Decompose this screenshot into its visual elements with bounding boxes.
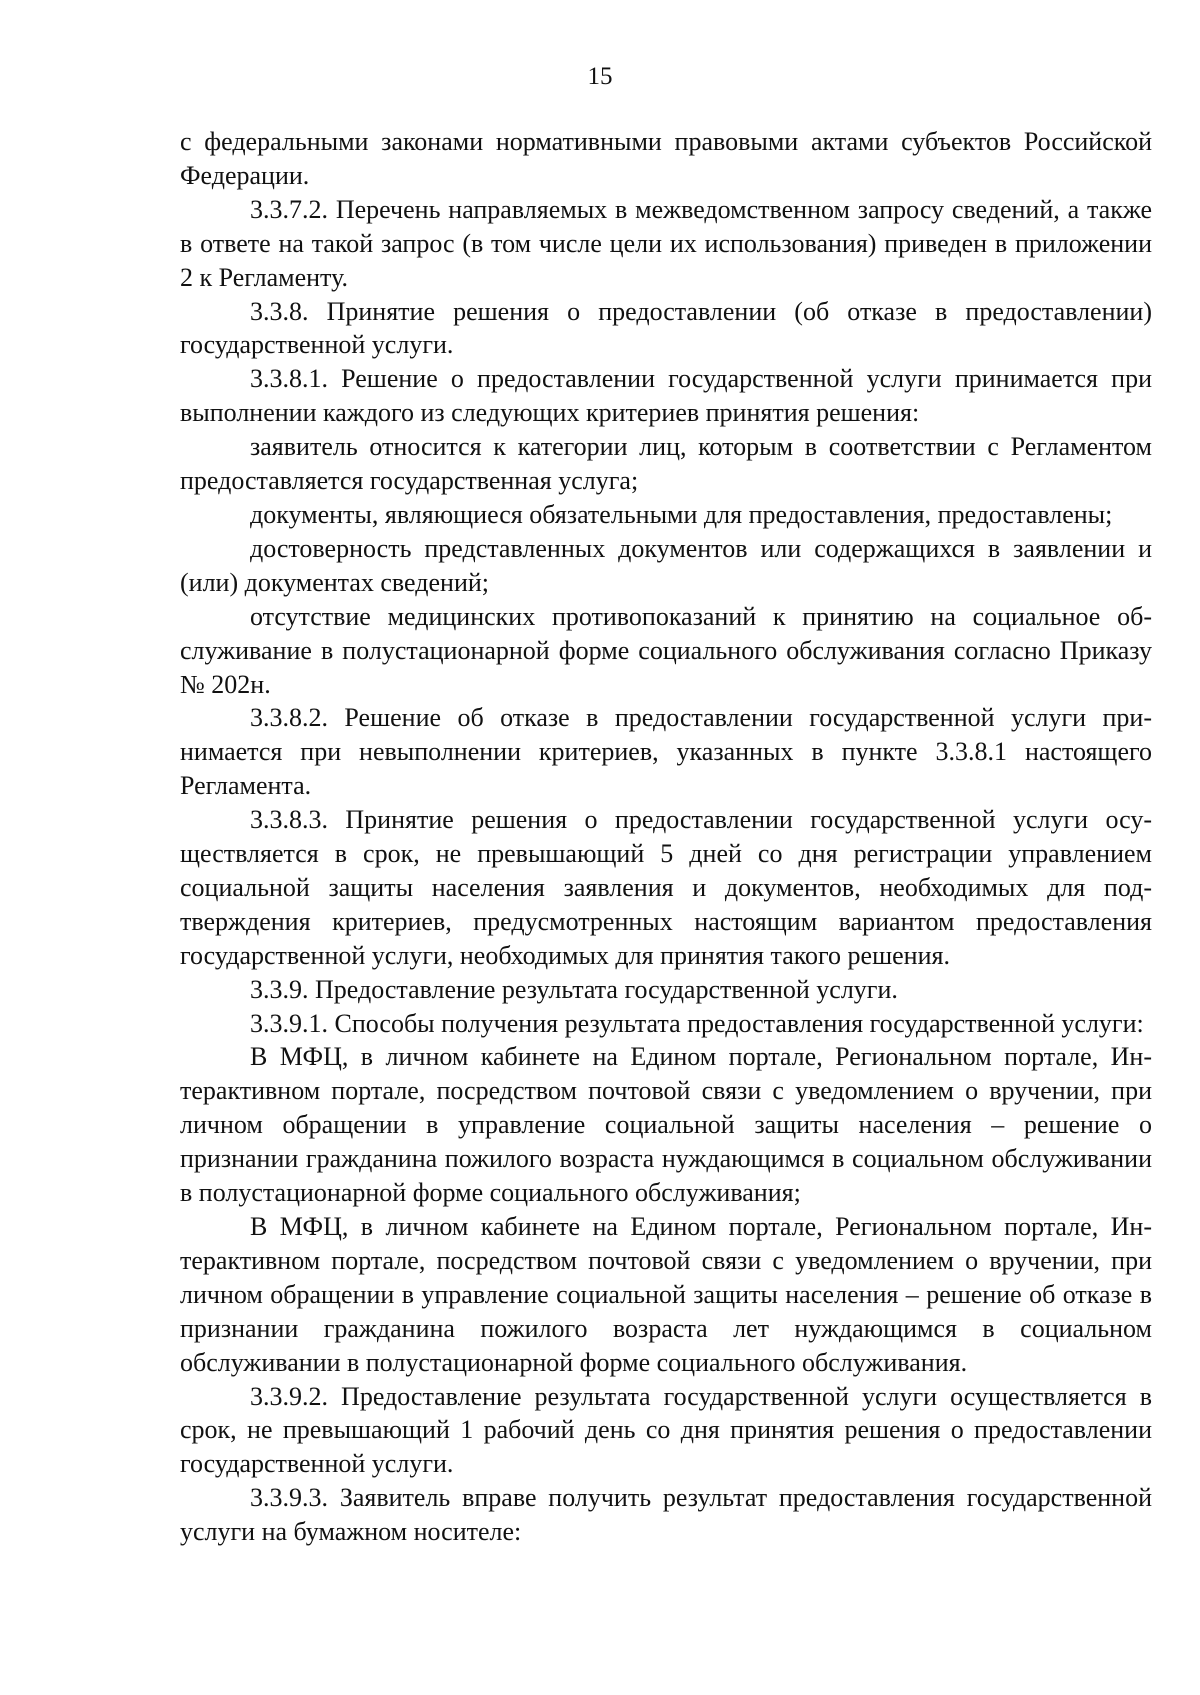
paragraph: с федеральными законами нормативными правовыми актами субъектов Российской Федерации.	[180, 127, 1152, 190]
paragraph: 3.3.8.3. Принятие решения о предоставлении государственной услуги осуществляется в срок, не превышающий 5 дней со дня регистрации управлением социальной защиты населения заявления и документов, необходимых для подтверждения критериев, предусмотренных настоящим вариантом предоставления государственной услуги, необходимых для принятия такого решения.	[180, 805, 1152, 970]
page-number: 15	[587, 63, 613, 90]
paragraph: 3.3.9.2. Предоставление результата государственной услуги осуществляется в срок, не превышающий 1 рабочий день со дня принятия решения о предоставлении государственной услуги.	[180, 1381, 1152, 1479]
paragraph: 3.3.7.2. Перечень направляемых в межведомственном запросу сведений, а также в ответе на такой запрос (в том числе цели их использования) приведен в приложении 2 к Регламенту.	[180, 194, 1152, 292]
paragraph: достоверность представленных документов или содержащихся в заявлении и (или) документах сведений;	[180, 533, 1152, 597]
paragraph: 3.3.9.3. Заявитель вправе получить результат предоставления государственной услуги на бумажном носителе:	[180, 1483, 1152, 1547]
paragraph: документы, являющиеся обязательными для предоставления, предоставлены;	[250, 499, 1113, 529]
paragraph: 3.3.9. Предоставление результата государственной услуги.	[250, 974, 898, 1004]
paragraph: В МФЦ, в личном кабинете на Едином портале, Региональном портале, Интерактивном портале, посредством почтовой связи с уведомлением о вручении, при личном обращении в управление социальной защиты населения – решение о признании гражданина пожилого возраста нуждающимся в социальном обслуживании в полустационарной форме социального обслуживания;	[180, 1042, 1152, 1208]
paragraph: 3.3.9.1. Способы получения результата предоставления государственной услуги:	[250, 1008, 1144, 1038]
paragraph: отсутствие медицинских противопоказаний к принятию на социальное обслуживание в полустационарной форме социального обслуживания согласно Приказу № 202н.	[180, 601, 1152, 699]
paragraph: заявитель относится к категории лиц, которым в соответствии с Регламентом предоставляется государственная услуга;	[180, 432, 1152, 496]
document-body	[180, 125, 1152, 1549]
paragraph: В МФЦ, в личном кабинете на Едином портале, Региональном портале, Интерактивном портале, посредством почтовой связи с уведомлением о вручении, при личном обращении в управление социальной защиты населения – решение об отказе в признании гражданина пожилого возраста лет нуждающимся в социальном обслуживании в полустационарной форме социального обслуживания.	[180, 1212, 1152, 1377]
paragraph: 3.3.8.1. Решение о предоставлении государственной услуги принимается при выполнении каждого из следующих критериев принятия решения:	[180, 364, 1152, 428]
paragraph: 3.3.8. Принятие решения о предоставлении (об отказе в предоставлении) государственной услуги.	[180, 296, 1152, 360]
paragraph: 3.3.8.2. Решение об отказе в предоставлении государственной услуги принимается при невыполнении критериев, указанных в пункте 3.3.8.1 настоящего Регламента.	[180, 703, 1152, 801]
